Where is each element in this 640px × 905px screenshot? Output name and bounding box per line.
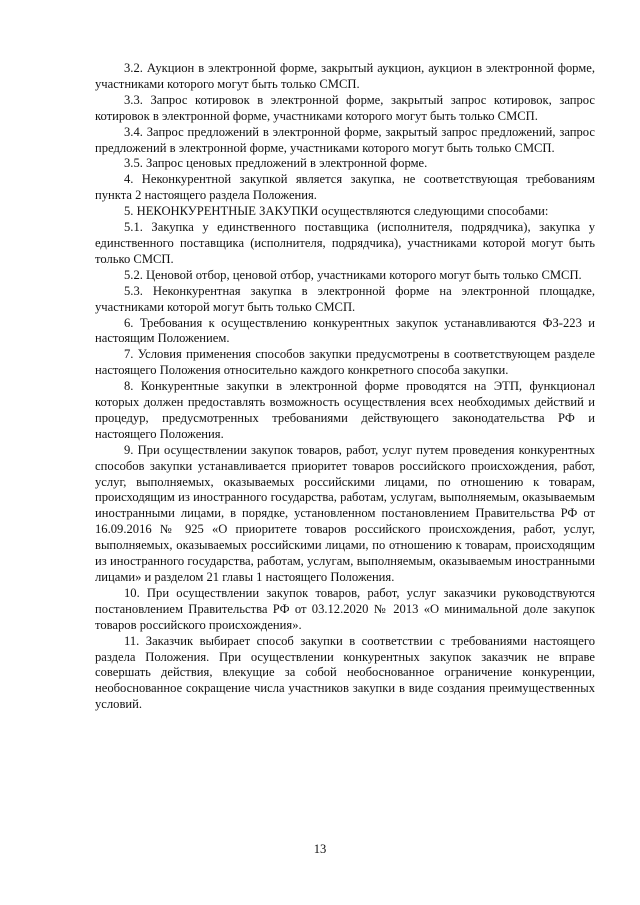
paragraph-9: 9. При осуществлении закупок товаров, работ, услуг путем проведения конкурентных способов закупки устанавливается приоритет товаров российского происхождения, работ, услуг, выполняемых, оказываемых российскими лицами, по отношению к товарам, происходящим из иностранного государства, работам, услугам, выполняемым, оказываемым иностранными лицами, в порядке, установленном постановлением Правительства РФ от 16.09.2016 № 925 «О приоритете товаров российского происхождения, работ, услуг, выполняемых, оказываемых российскими лицами, по отношению к товарам, происходящим из иностранного государства, работам, услугам, выполняемым, оказываемым иностранными лицами» и разделом 21 главы 1 настоящего Положения. (95, 442, 595, 584)
paragraph-6: 6. Требования к осуществлению конкурентных закупок устанавливаются ФЗ-223 и настоящим Положением. (95, 315, 595, 346)
paragraph-5-1: 5.1. Закупка у единственного поставщика (исполнителя, подрядчика), закупка у единственного поставщика (исполнителя, подрядчика), участниками которой могут быть только СМСП. (95, 220, 595, 266)
paragraph-7: 7. Условия применения способов закупки предусмотрены в соответствующем разделе настоящего Положения относительно каждого конкретного способа закупки. (95, 347, 595, 378)
paragraph-5-3: 5.3. Неконкурентная закупка в электронной форме на электронной площадке, участниками которой могут быть только СМСП. (95, 283, 595, 314)
paragraph-3-4: 3.4. Запрос предложений в электронной форме, закрытый запрос предложений, запрос предложений в электронной форме, участниками которого могут быть только СМСП. (95, 124, 595, 155)
paragraph-5-2: 5.2. Ценовой отбор, ценовой отбор, участниками которого могут быть только СМСП. (124, 267, 582, 282)
paragraph-3-5: 3.5. Запрос ценовых предложений в электронной форме. (124, 156, 428, 171)
page-number: 13 (313, 842, 327, 856)
paragraph-10: 10. При осуществлении закупок товаров, работ, услуг заказчики руководствуются постановлением Правительства РФ от 03.12.2020 № 2013 «О минимальной доле закупок товаров российского происхождения». (95, 585, 595, 632)
document-body (95, 61, 595, 713)
paragraph-3-3: 3.3. Запрос котировок в электронной форме, закрытый запрос котировок, запрос котировок в электронной форме, участниками которого могут быть только СМСП. (95, 92, 595, 123)
paragraph-4: 4. Неконкурентной закупкой является закупка, не соответствующая требованиям пункта 2 настоящего раздела Положения. (95, 172, 595, 203)
paragraph-5: 5. НЕКОНКУРЕНТНЫЕ ЗАКУПКИ осуществляются следующими способами: (124, 204, 549, 219)
paragraph-11: 11. Заказчик выбирает способ закупки в соответствии с требованиями настоящего раздела Положения. При осуществлении конкурентных закупок заказчик не вправе совершать действия, влекущие за собой необоснованное ограничение конкуренции, необоснованное сокращение числа участников закупки в виде создания преимущественных условий. (95, 633, 595, 712)
paragraph-8: 8. Конкурентные закупки в электронной форме проводятся на ЭТП, функционал которых должен предоставлять возможность осуществления всех необходимых действий и процедур, предусмотренных требованиями действующего законодательства РФ и настоящего Положения. (95, 379, 595, 441)
paragraph-3-2: 3.2. Аукцион в электронной форме, закрытый аукцион, аукцион в электронной форме, участниками которого могут быть только СМСП. (95, 61, 595, 91)
